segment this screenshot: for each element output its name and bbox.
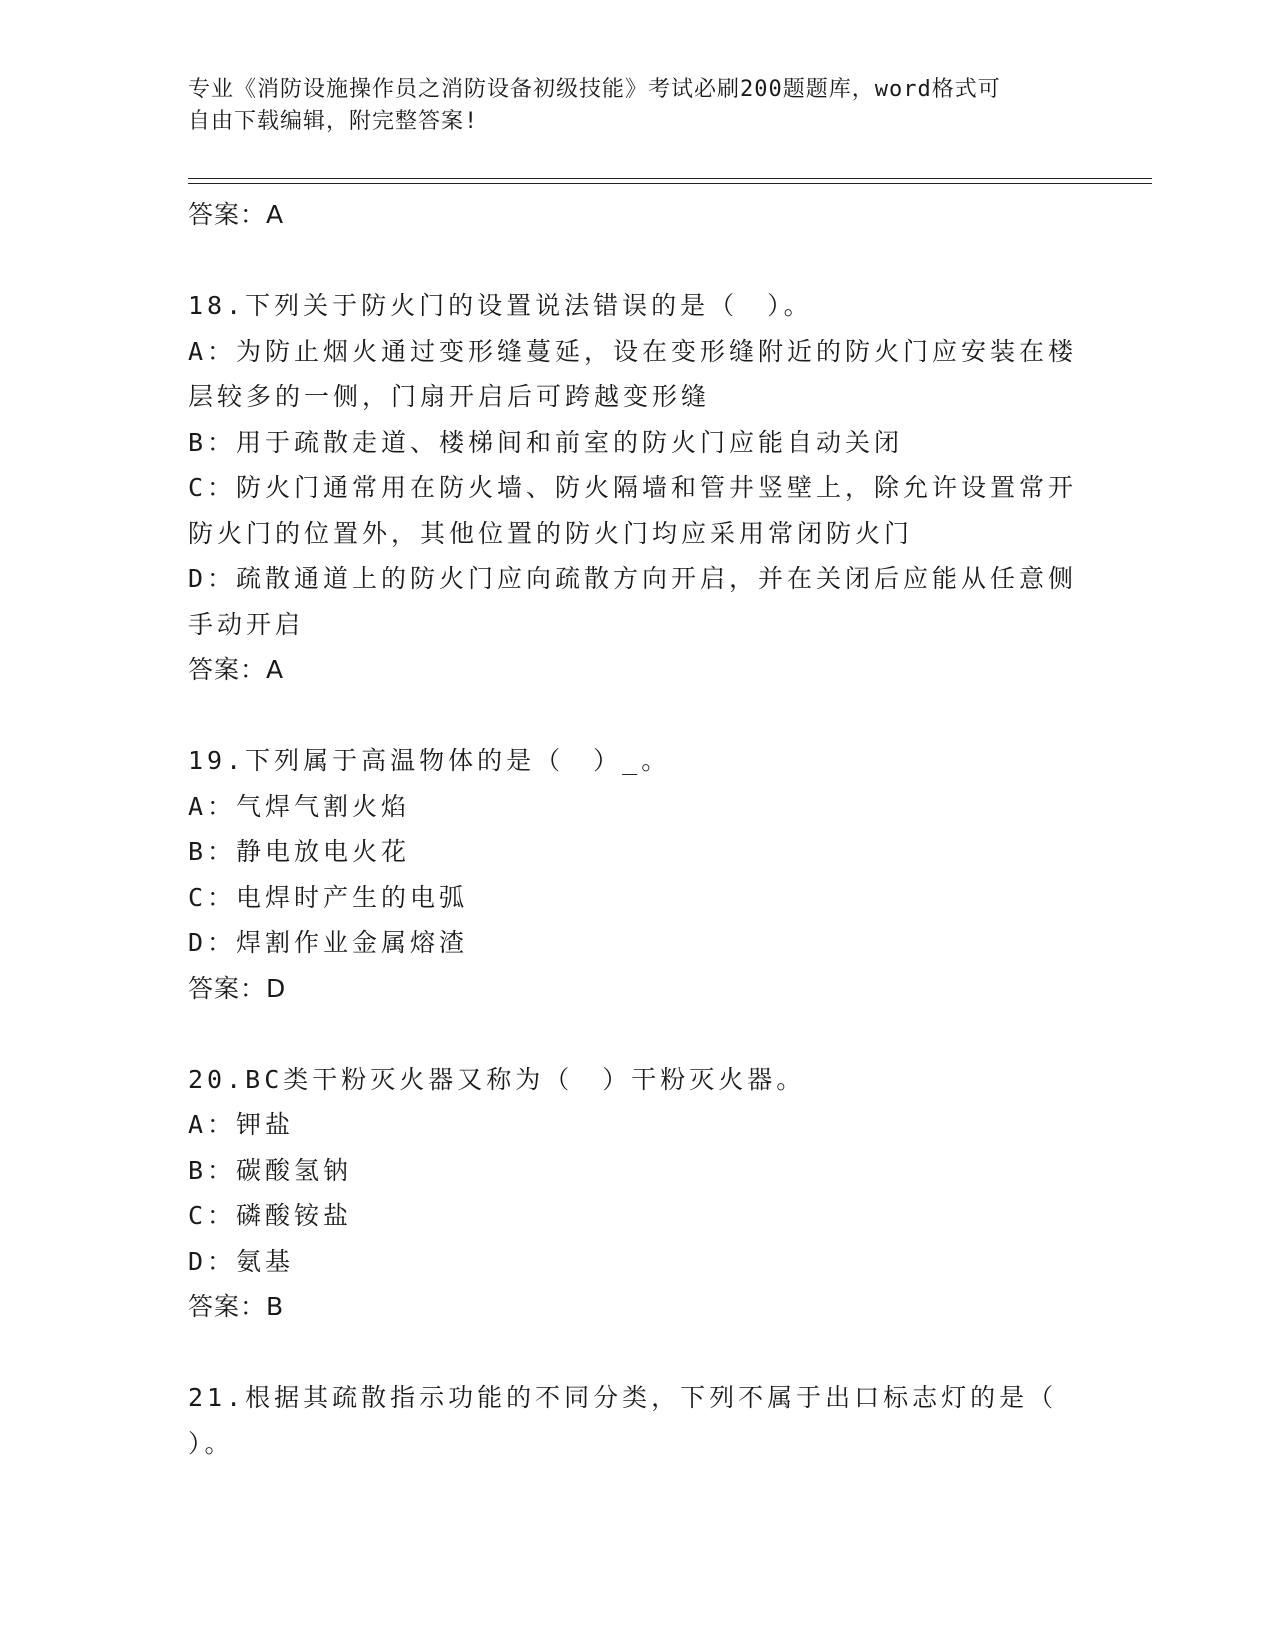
option-b: B：碳酸氢钠: [188, 1155, 353, 1185]
question-stem: 19.下列属于高温物体的是（ ）_。: [188, 746, 671, 775]
question-21: [188, 1375, 1088, 1466]
header-line-1: 专业《消防设施操作员之消防设备初级技能》考试必刷200题题库，word格式可: [188, 77, 1001, 102]
option-a: A：钾盐: [188, 1110, 295, 1139]
header-line-2: 自由下载编辑，附完整答案!: [188, 109, 479, 134]
header-rule-top: [188, 178, 1152, 179]
document-header: [188, 74, 1088, 138]
option-c: C：电焊时产生的电弧: [188, 882, 469, 912]
option-c: C：防火门通常用在防火墙、防火隔墙和管井竖壁上，除允许设置常开: [188, 473, 1078, 502]
option-b: B：静电放电火花: [188, 837, 411, 866]
option-a: A：气焊气割火焰: [188, 791, 411, 821]
option-d: D：氨基: [188, 1246, 295, 1276]
question-18: [188, 283, 1088, 693]
option-c: C：磷酸铵盐: [188, 1201, 353, 1230]
option-b: B：用于疏散走道、楼梯间和前室的防火门应能自动关闭: [188, 427, 904, 457]
option-d: D：焊割作业金属熔渣: [188, 928, 469, 957]
option-a: A：为防止烟火通过变形缝蔓延，设在变形缝附近的防火门应安装在楼: [188, 336, 1078, 366]
option-d-continued: 手动开启: [188, 609, 305, 639]
question-stem: 18.下列关于防火门的设置说法错误的是（ ）。: [188, 291, 813, 320]
question-list: [188, 192, 1088, 1466]
answer-line: 答案：A: [188, 655, 285, 684]
question-stem: 20.BC类干粉灭火器又称为（ ）干粉灭火器。: [188, 1064, 806, 1094]
question-stem: 21.根据其疏散指示功能的不同分类，下列不属于出口标志灯的是（: [188, 1383, 1058, 1412]
option-c-continued: 防火门的位置外，其他位置的防火门均应采用常闭防火门: [188, 518, 914, 548]
option-d: D：疏散通道上的防火门应向疏散方向开启，并在关闭后应能从任意侧: [188, 564, 1078, 593]
question-20: [188, 1057, 1088, 1330]
answer-line: 答案：A: [188, 200, 285, 229]
header-rule-bottom: [188, 183, 1152, 184]
answer-line: 答案：D: [188, 973, 287, 1003]
question-19: [188, 738, 1088, 1011]
answer-line: 答案：B: [188, 1292, 285, 1321]
question-stem-continued: ）。: [188, 1428, 234, 1458]
option-a-continued: 层较多的一侧，门扇开启后可跨越变形缝: [188, 382, 711, 411]
